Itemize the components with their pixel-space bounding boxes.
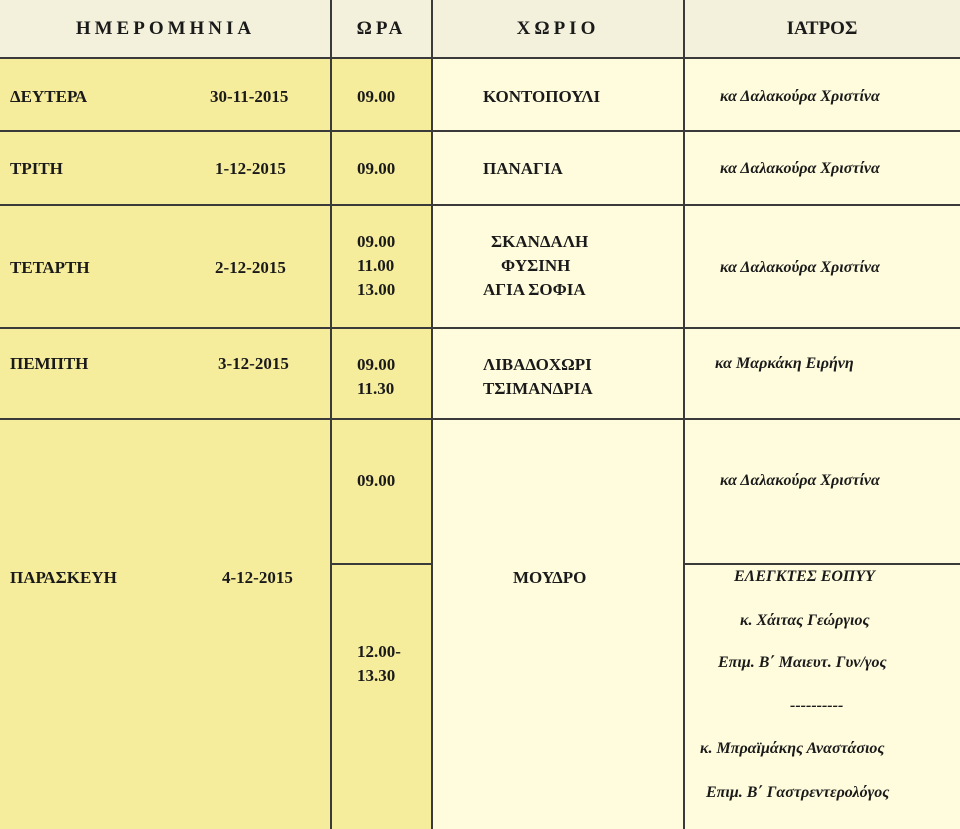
row-village: ΠΑΝΑΓΙΑ: [483, 159, 563, 178]
inspector-title: Επιμ. Β΄ Μαιευτ. Γυν/γος: [718, 654, 887, 671]
header-date: ΗΜΕΡΟΜΗΝΙΑ: [75, 18, 256, 39]
row-time: 09.00: [357, 159, 396, 178]
header-doctor: ΙΑΤΡΟΣ: [786, 18, 858, 39]
village-value: ΣΚΑΝΔΑΛΗ: [491, 232, 589, 251]
row-day: ΠΕΜΠΤΗ: [10, 354, 89, 373]
grid-line: [684, 563, 960, 565]
village-value: ΤΣΙΜΑΝΔΡΙΑ: [483, 379, 593, 398]
grid-line: [331, 563, 432, 565]
grid-line: [330, 0, 332, 829]
row-times: [357, 353, 395, 401]
grid-line: [0, 418, 960, 420]
row-day: ΔΕΥΤΕΡΑ: [10, 87, 88, 106]
time-value: 09.00: [357, 355, 396, 374]
grid-line: [431, 0, 433, 829]
inspectors-heading: ΕΛΕΓΚΤΕΣ ΕΟΠΥΥ: [734, 568, 875, 585]
time-value: 13.30: [357, 666, 396, 685]
row-village: ΜΟΥΔΡΟ: [513, 568, 587, 587]
inspector-title: Επιμ. Β΄ Γαστρεντερολόγος: [706, 784, 890, 801]
row-date: 2-12-2015: [215, 258, 286, 277]
row-day: ΤΡΙΤΗ: [10, 159, 63, 178]
row-village: ΚΟΝΤΟΠΟΥΛΙ: [483, 87, 601, 106]
row-doctor: κα Δαλακούρα Χριστίνα: [720, 160, 880, 177]
village-value: ΛΙΒΑΔΟΧΩΡΙ: [483, 355, 592, 374]
row-times: [357, 230, 395, 302]
row-date: 30-11-2015: [210, 87, 289, 106]
row-doctor: κα Δαλακούρα Χριστίνα: [720, 259, 880, 276]
separator-dashes: ----------: [790, 697, 844, 714]
grid-line: [0, 130, 960, 132]
row-time: 09.00: [357, 87, 396, 106]
row-date: 4-12-2015: [222, 568, 293, 587]
row-date: 1-12-2015: [215, 159, 286, 178]
grid-line: [683, 0, 685, 829]
row-time: 09.00: [357, 471, 396, 490]
inspector-name: κ. Χάιτας Γεώργιος: [740, 612, 870, 629]
row-date: 3-12-2015: [218, 354, 289, 373]
grid-line: [0, 204, 960, 206]
time-value: 12.00-: [357, 642, 401, 661]
time-value: 11.00: [357, 256, 395, 275]
row-doctor: κα Μαρκάκη Ειρήνη: [715, 355, 854, 372]
grid-line: [0, 327, 960, 329]
time-value: 11.30: [357, 379, 395, 398]
time-value: 13.00: [357, 280, 396, 299]
row-times: [357, 640, 401, 688]
header-village: ΧΩΡΙΟ: [516, 18, 600, 39]
row-villages: [477, 230, 588, 302]
village-value: ΦΥΣΙΝΗ: [501, 256, 571, 275]
time-value: 09.00: [357, 232, 396, 251]
village-value: ΑΓΙΑ ΣΟΦΙΑ: [483, 280, 586, 299]
inspector-name: κ. Μπραϊμάκης Αναστάσιος: [700, 740, 885, 757]
row-day: ΠΑΡΑΣΚΕΥΗ: [10, 568, 117, 587]
header-time: ΩΡΑ: [356, 18, 407, 39]
row-villages: [483, 353, 593, 401]
row-doctor: κα Δαλακούρα Χριστίνα: [720, 88, 880, 105]
row-doctor: κα Δαλακούρα Χριστίνα: [720, 472, 880, 489]
row-day: ΤΕΤΑΡΤΗ: [10, 258, 90, 277]
grid-line: [0, 57, 960, 59]
